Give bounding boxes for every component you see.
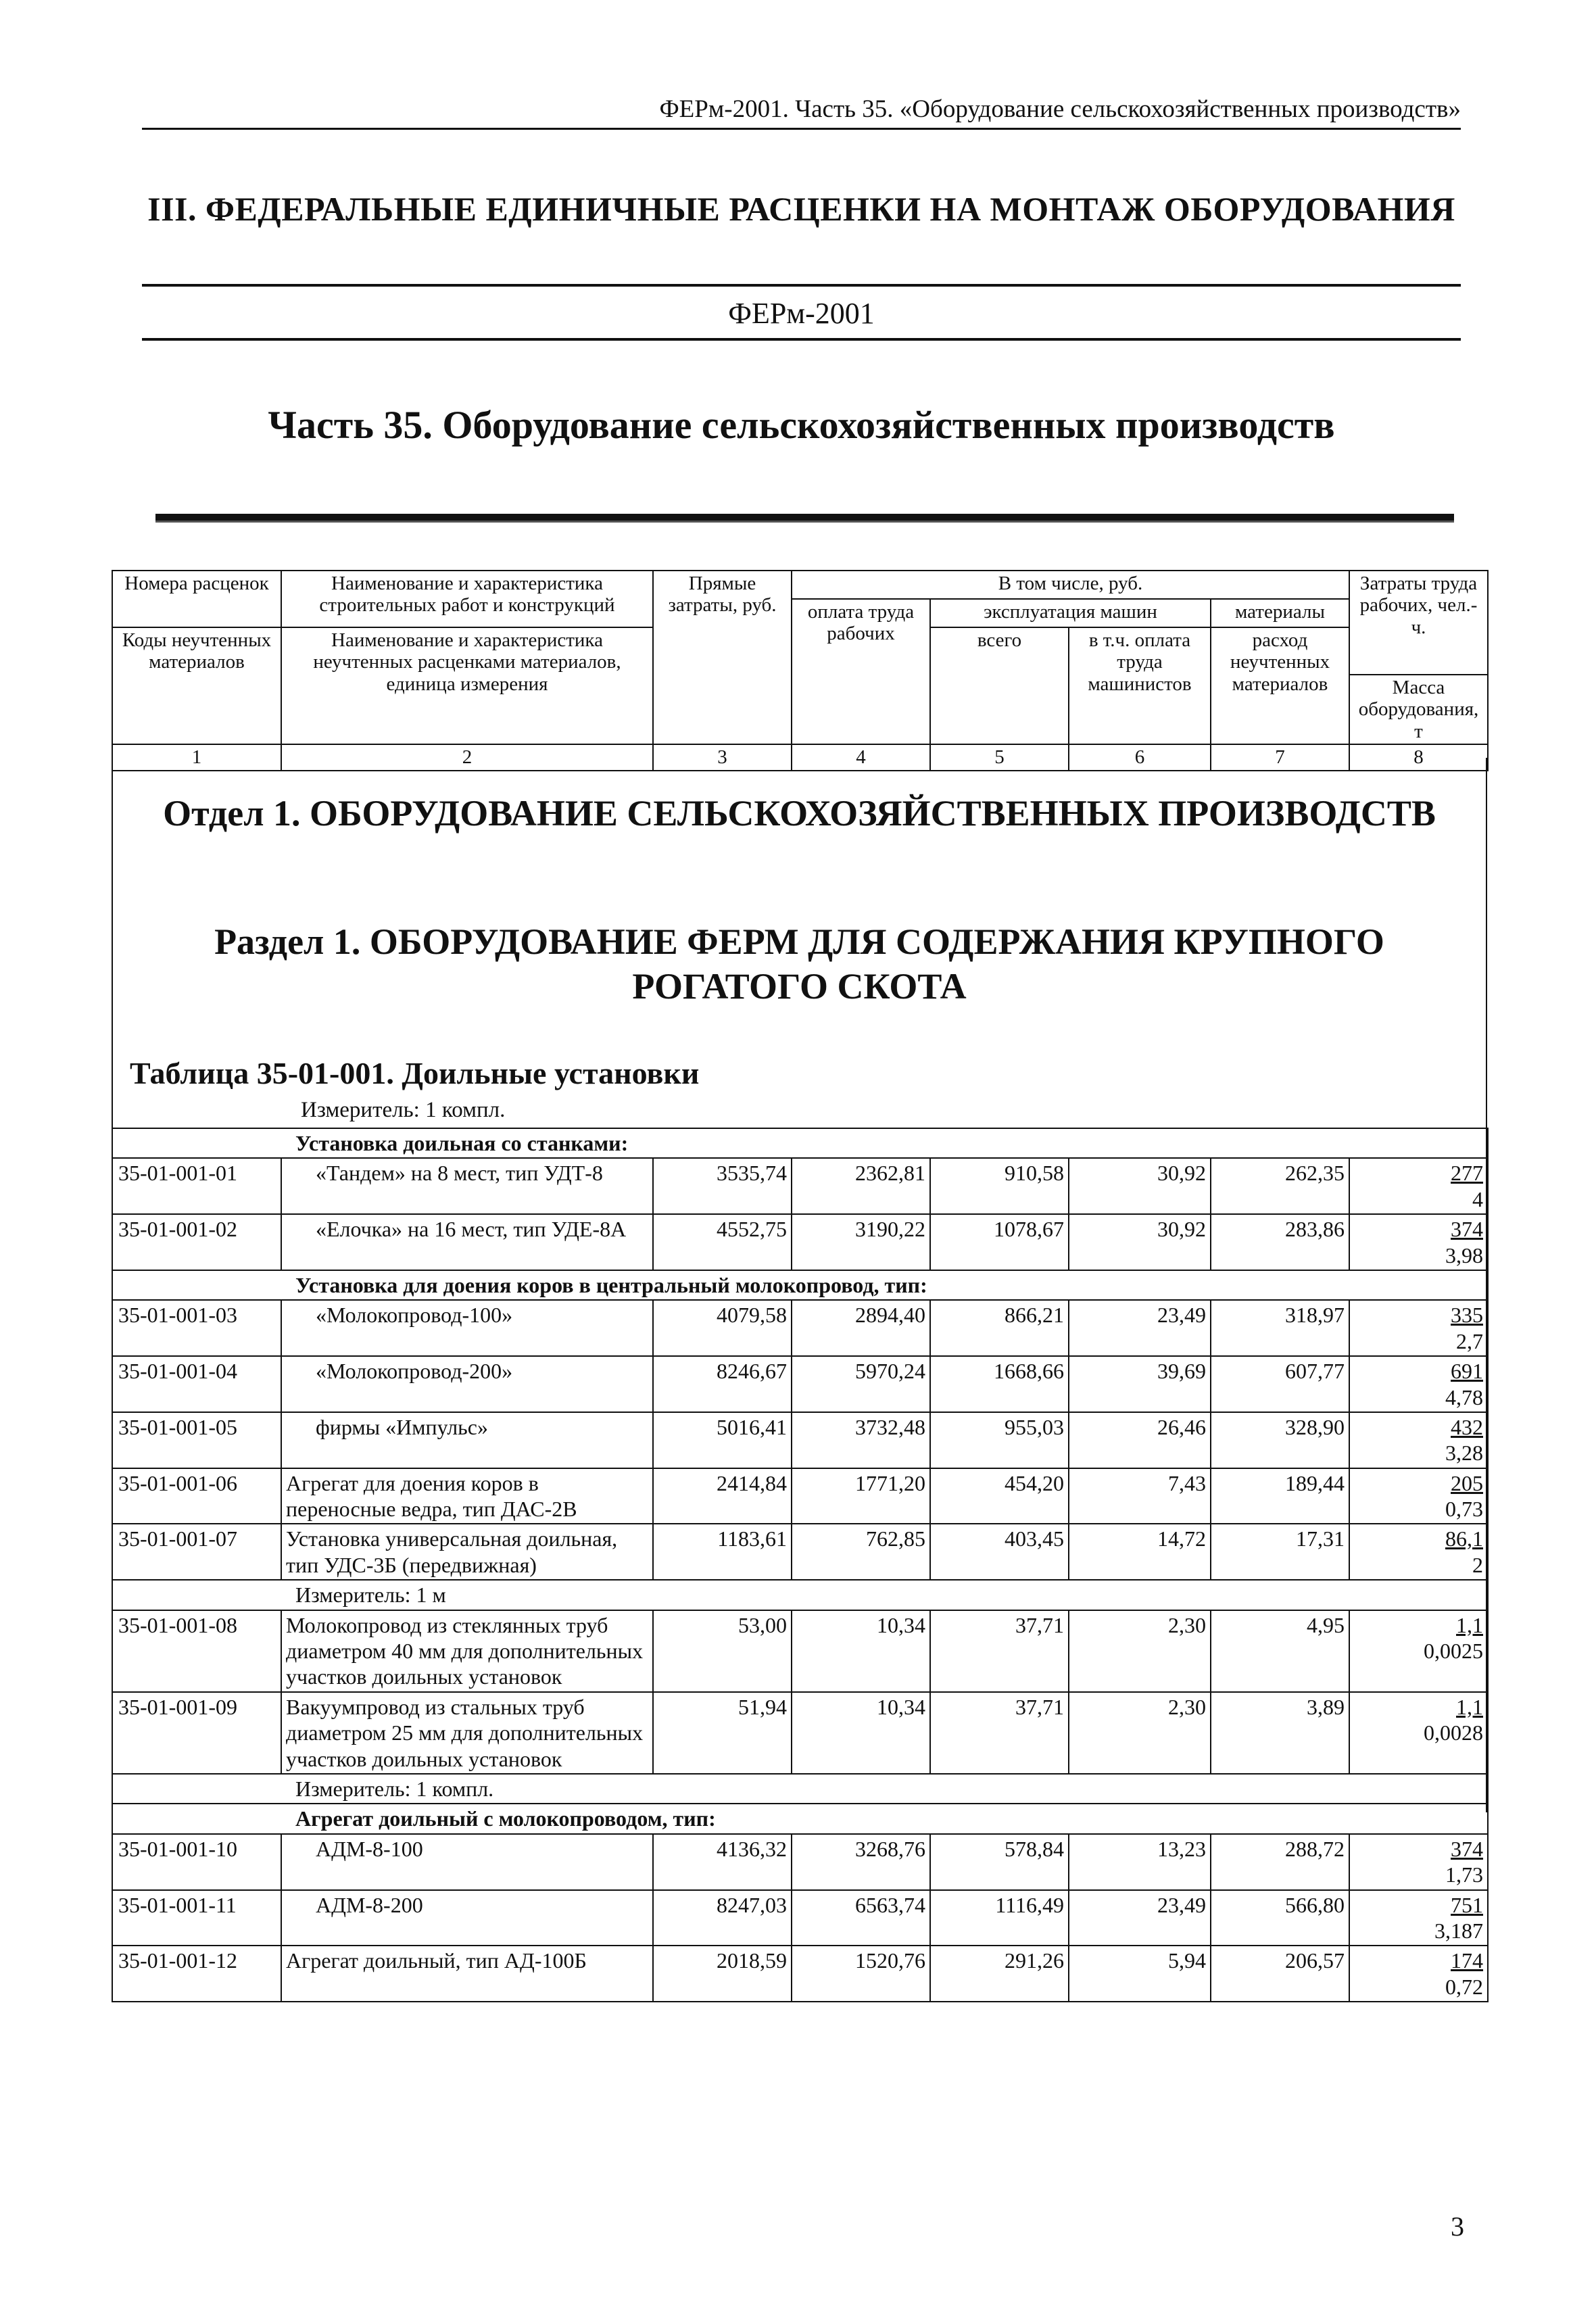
materials: 17,31 [1211,1524,1349,1580]
equipment-mass: 0,72 [1445,1974,1484,1999]
equipment-mass: 3,98 [1445,1243,1484,1268]
direct-costs: 8246,67 [653,1356,792,1412]
machines-total: 1668,66 [930,1356,1069,1412]
hours-mass [1349,1356,1488,1412]
direct-costs: 4136,32 [653,1834,792,1890]
divider-top [142,284,1461,287]
col-number: 3 [653,744,792,770]
rate-name: «Молокопровод-100» [281,1300,653,1356]
table-row [112,1692,1488,1774]
direct-costs: 5016,41 [653,1412,792,1468]
machinists-pay: 26,46 [1069,1412,1211,1468]
materials: 3,89 [1211,1692,1349,1774]
hours-mass [1349,1300,1488,1356]
machines-total: 1116,49 [930,1890,1069,1946]
labor-pay: 3268,76 [792,1834,930,1890]
direct-costs: 2018,59 [653,1946,792,2002]
col-number: 7 [1211,744,1349,770]
header-direct-costs: Прямые затраты, руб. [653,571,792,744]
table-row [112,1300,1488,1356]
department-title: Отдел 1. ОБОРУДОВАНИЕ СЕЛЬСКОХОЗЯЙСТВЕННЫХ ПРОИЗВОДСТВ [163,793,1436,834]
chapter-title: III. ФЕДЕРАЛЬНЫЕ ЕДИНИЧНЫЕ РАСЦЕНКИ НА МОНТАЖ ОБОРУДОВАНИЯ [147,190,1455,228]
materials: 283,86 [1211,1214,1349,1270]
column-header-table [112,570,1489,771]
rate-name: «Елочка» на 16 мест, тип УДЕ-8А [281,1214,653,1270]
materials: 189,44 [1211,1468,1349,1524]
table-title: Таблица 35-01-001. Доильные установки [130,1056,700,1090]
machinists-pay: 30,92 [1069,1214,1211,1270]
labor-hours: 335 [1451,1303,1484,1328]
machinists-pay: 23,49 [1069,1300,1211,1356]
labor-hours: 432 [1451,1414,1484,1439]
table-row [112,1610,1488,1692]
header-material-consumption: расход неучтенных материалов [1211,627,1349,744]
unit-of-measure: Измеритель: 1 компл. [112,1774,1488,1804]
equipment-mass: 0,0025 [1424,1639,1484,1664]
rate-name: Агрегат для доения коров в переносные ведра, тип ДАС-2В [281,1468,653,1524]
hours-mass [1349,1692,1488,1774]
col-number: 4 [792,744,930,770]
table-row [112,1834,1488,1890]
machinists-pay: 23,49 [1069,1890,1211,1946]
rate-code: 35-01-001-08 [112,1610,281,1692]
hours-mass [1349,1610,1488,1692]
part-title: Часть 35. Оборудование сельскохозяйственных производств [268,403,1335,447]
equipment-mass: 1,73 [1445,1862,1484,1887]
materials: 4,95 [1211,1610,1349,1692]
header-material-codes: Коды неучтенных материалов [112,627,281,744]
equipment-mass: 0,73 [1445,1497,1484,1522]
rate-code: 35-01-001-11 [112,1890,281,1946]
rate-name: Вакуумпровод из стальных труб диаметром 25 мм для дополнительных участков доильных установок [281,1692,653,1774]
labor-pay: 10,34 [792,1692,930,1774]
rate-name: «Молокопровод-200» [281,1356,653,1412]
materials: 318,97 [1211,1300,1349,1356]
rate-code: 35-01-001-12 [112,1946,281,2002]
rate-name: «Тандем» на 8 мест, тип УДТ-8 [281,1158,653,1214]
page-number: 3 [1451,2211,1464,2242]
labor-pay: 3190,22 [792,1214,930,1270]
materials: 566,80 [1211,1890,1349,1946]
subheading: Установка доильная со станками: [112,1128,1488,1158]
rate-code: 35-01-001-03 [112,1300,281,1356]
direct-costs: 2414,84 [653,1468,792,1524]
unit-of-measure: Измеритель: 1 м [112,1580,1488,1610]
hours-mass [1349,1214,1488,1270]
materials: 607,77 [1211,1356,1349,1412]
col-number: 1 [112,744,281,770]
labor-pay: 1520,76 [792,1946,930,2002]
equipment-mass: 3,187 [1434,1918,1484,1943]
hours-mass [1349,1890,1488,1946]
materials: 288,72 [1211,1834,1349,1890]
col-number: 8 [1349,744,1488,770]
rate-name: АДМ-8-100 [281,1834,653,1890]
machines-total: 578,84 [930,1834,1069,1890]
rate-code: 35-01-001-05 [112,1412,281,1468]
rate-code: 35-01-001-04 [112,1356,281,1412]
header-labor-hours: Затраты труда рабочих, чел.-ч. [1349,571,1488,675]
col-number: 2 [281,744,653,770]
header-labor-pay: оплата труда рабочих [792,599,930,744]
hours-mass [1349,1834,1488,1890]
labor-pay: 2362,81 [792,1158,930,1214]
rate-name: АДМ-8-200 [281,1890,653,1946]
machinists-pay: 30,92 [1069,1158,1211,1214]
rate-name: Молокопровод из стеклянных труб диаметром 40 мм для дополнительных участков доильных установок [281,1610,653,1692]
machines-total: 37,71 [930,1692,1069,1774]
header-machines-total: всего [930,627,1069,744]
equipment-mass: 0,0028 [1424,1720,1484,1745]
machines-total: 910,58 [930,1158,1069,1214]
equipment-mass: 3,28 [1445,1441,1484,1466]
materials: 206,57 [1211,1946,1349,2002]
machines-total: 454,20 [930,1468,1069,1524]
labor-hours: 86,1 [1445,1526,1484,1551]
rate-code: 35-01-001-02 [112,1214,281,1270]
hours-mass [1349,1158,1488,1214]
machines-total: 955,03 [930,1412,1069,1468]
rate-name: Установка универсальная доильная, тип УДС-3Б (передвижная) [281,1524,653,1580]
unit-of-measure: Измеритель: 1 компл. [301,1098,506,1122]
table-row [112,1356,1488,1412]
rate-code: 35-01-001-07 [112,1524,281,1580]
rate-name: фирмы «Импульс» [281,1412,653,1468]
header-including: В том числе, руб. [792,571,1349,599]
labor-hours: 174 [1451,1948,1484,1973]
header-rate-numbers: Номера расценок [112,571,281,627]
rates-table [112,1128,1489,2002]
equipment-mass: 2,7 [1456,1328,1484,1353]
running-header: ФЕРм-2001. Часть 35. «Оборудование сельскохозяйственных производств» [142,95,1461,130]
labor-hours: 1,1 [1456,1612,1484,1637]
machinists-pay: 39,69 [1069,1356,1211,1412]
rate-code: 35-01-001-10 [112,1834,281,1890]
header-machinists-pay: в т.ч. оплата труда машинистов [1069,627,1211,744]
labor-pay: 5970,24 [792,1356,930,1412]
machinists-pay: 7,43 [1069,1468,1211,1524]
labor-pay: 6563,74 [792,1890,930,1946]
subheading: Установка для доения коров в центральный молокопровод, тип: [112,1270,1488,1300]
table-row [112,1468,1488,1524]
machines-total: 291,26 [930,1946,1069,2002]
thick-divider [155,514,1454,523]
table-row [112,1946,1488,2002]
direct-costs: 1183,61 [653,1524,792,1580]
machinists-pay: 13,23 [1069,1834,1211,1890]
labor-hours: 374 [1451,1836,1484,1861]
rate-name: Агрегат доильный, тип АД-100Б [281,1946,653,2002]
col-number: 5 [930,744,1069,770]
direct-costs: 4079,58 [653,1300,792,1356]
table-row [112,1214,1488,1270]
hours-mass [1349,1946,1488,2002]
labor-pay: 762,85 [792,1524,930,1580]
table-row [112,1412,1488,1468]
hours-mass [1349,1412,1488,1468]
direct-costs: 53,00 [653,1610,792,1692]
rate-code: 35-01-001-09 [112,1692,281,1774]
direct-costs: 3535,74 [653,1158,792,1214]
direct-costs: 8247,03 [653,1890,792,1946]
hours-mass [1349,1524,1488,1580]
machines-total: 866,21 [930,1300,1069,1356]
direct-costs: 51,94 [653,1692,792,1774]
equipment-mass: 2 [1472,1552,1484,1577]
labor-hours: 691 [1451,1359,1484,1384]
document-code: ФЕРм-2001 [728,297,875,330]
labor-hours: 751 [1451,1892,1484,1917]
machinists-pay: 14,72 [1069,1524,1211,1580]
labor-pay: 2894,40 [792,1300,930,1356]
header-material-names: Наименование и характеристика неучтенных расценками материалов, единица измерения [281,627,653,744]
machines-total: 403,45 [930,1524,1069,1580]
labor-hours: 1,1 [1456,1694,1484,1719]
labor-pay: 10,34 [792,1610,930,1692]
subheading: Агрегат доильный с молокопроводом, тип: [112,1804,1488,1833]
col-number: 6 [1069,744,1211,770]
rate-code: 35-01-001-01 [112,1158,281,1214]
divider-bottom [142,338,1461,341]
machines-total: 37,71 [930,1610,1069,1692]
labor-hours: 205 [1451,1470,1484,1495]
labor-hours: 374 [1451,1217,1484,1242]
header-equipment-mass: Масса оборудования, т [1349,675,1488,744]
header-materials: материалы [1211,599,1349,627]
labor-pay: 3732,48 [792,1412,930,1468]
machines-total: 1078,67 [930,1214,1069,1270]
labor-hours: 277 [1451,1161,1484,1186]
table-row [112,1524,1488,1580]
direct-costs: 4552,75 [653,1214,792,1270]
header-machines: эксплуатация машин [930,599,1211,627]
labor-pay: 1771,20 [792,1468,930,1524]
machinists-pay: 2,30 [1069,1610,1211,1692]
table-row [112,1890,1488,1946]
equipment-mass: 4,78 [1445,1384,1484,1409]
hours-mass [1349,1468,1488,1524]
equipment-mass: 4 [1472,1186,1484,1211]
header-work-name: Наименование и характеристика строительных работ и конструкций [281,571,653,627]
table-row [112,1158,1488,1214]
materials: 262,35 [1211,1158,1349,1214]
section-title: Раздел 1. ОБОРУДОВАНИЕ ФЕРМ ДЛЯ СОДЕРЖАНИЯ КРУПНОГО РОГАТОГО СКОТА [214,921,1384,1007]
machinists-pay: 5,94 [1069,1946,1211,2002]
materials: 328,90 [1211,1412,1349,1468]
rate-code: 35-01-001-06 [112,1468,281,1524]
machinists-pay: 2,30 [1069,1692,1211,1774]
